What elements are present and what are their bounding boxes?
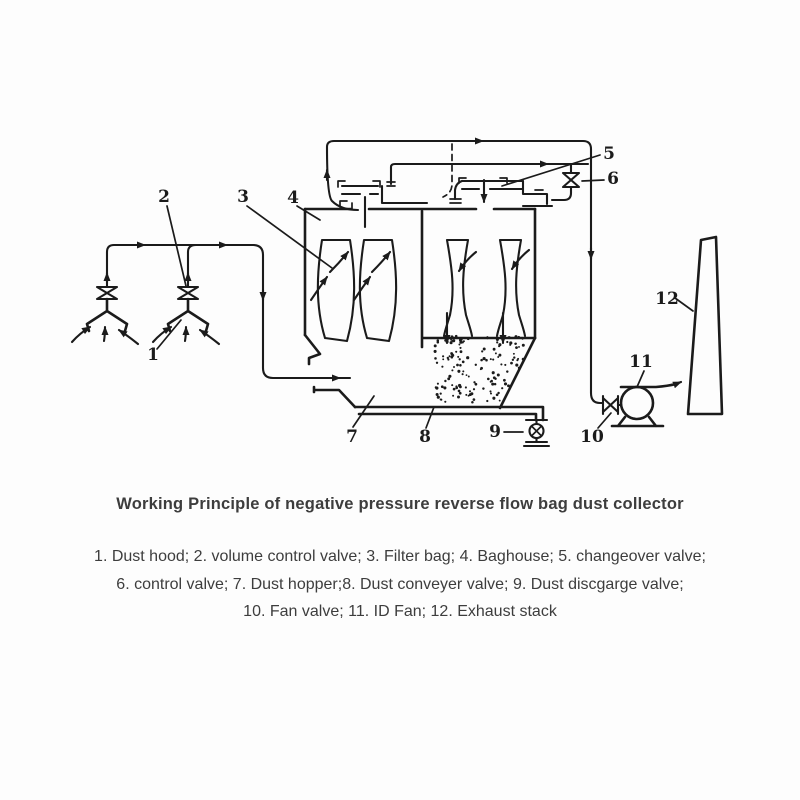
inlet-piping [107,245,350,378]
pointer-10 [598,413,611,428]
fan-valve [603,396,618,414]
dust-particles [434,335,525,404]
pointer-3 [247,206,332,268]
pointer-11 [637,371,644,387]
dust-conveyor [355,407,543,420]
filter-bag [497,240,525,336]
caption-line-2: 6. control valve; 7. Dust hopper;8. Dust conveyer valve; 9. Dust discgarge valve; [116,575,684,593]
changeover-duct-right [450,178,552,206]
flow-arrow [512,250,529,269]
hopper-inlet-lip [314,387,355,407]
dashed-partition-line [443,144,452,197]
exhaust-stack-group [688,237,722,414]
filter-bag [360,240,396,341]
changeover-duct-left [338,181,427,227]
exhaust-stack [688,237,722,414]
part-label-7: 7 [346,427,358,447]
intake-arrow [104,327,105,341]
dust-hood-right [168,299,208,331]
hopper-left-wall [305,335,320,364]
figure-caption [0,543,800,626]
part-label-12: 12 [655,289,679,309]
inlet-pipe [107,245,350,378]
filter-bag [318,240,354,341]
fan-group [603,382,681,426]
caption-line-1: 1. Dust hood; 2. volume control valve; 3. Filter bag; 4. Baghouse; 5. changeover valve; [94,548,706,565]
dust-hood-left [87,299,127,331]
figure-title: Working Principle of negative pressure reverse flow bag dust collector [116,495,684,513]
part-label-1: 1 [147,345,159,365]
valve-cross [532,426,542,436]
pointer-6 [582,180,604,181]
inlet-branch [188,245,196,287]
volume-control-valve [178,287,198,299]
filter-bag [444,240,472,336]
dust-hood-group [72,287,219,344]
part-label-6: 6 [607,169,619,189]
pointer-8 [426,407,434,428]
part-labels [147,144,679,447]
flow-arrow [372,252,390,272]
part-label-8: 8 [419,427,431,447]
flow-arrow [459,252,476,271]
intake-arrow [200,330,219,344]
intake-arrow [119,330,138,344]
flow-arrow [354,277,370,300]
intake-arrow [185,327,186,341]
volume-control-valve [97,287,117,299]
filter-bags [311,240,529,343]
top-piping [327,141,603,403]
part-label-3: 3 [237,187,249,207]
valve-base [524,438,549,446]
part-label-9: 9 [489,422,501,442]
part-label-5: 5 [603,144,615,164]
discharge-valve-group [524,420,549,446]
fan-casing [621,384,676,387]
part-label-2: 2 [158,187,170,207]
conveyor-duct [355,407,543,420]
caption-line-3: 10. Fan valve; 11. ID Fan; 12. Exhaust stack [243,603,557,620]
pointer-7 [353,396,374,427]
intake-arrow [72,327,90,342]
id-fan [621,387,653,419]
part-label-11: 11 [629,352,653,372]
part-label-4: 4 [287,188,299,208]
flow-arrow [330,252,348,272]
part-label-10: 10 [580,427,604,447]
